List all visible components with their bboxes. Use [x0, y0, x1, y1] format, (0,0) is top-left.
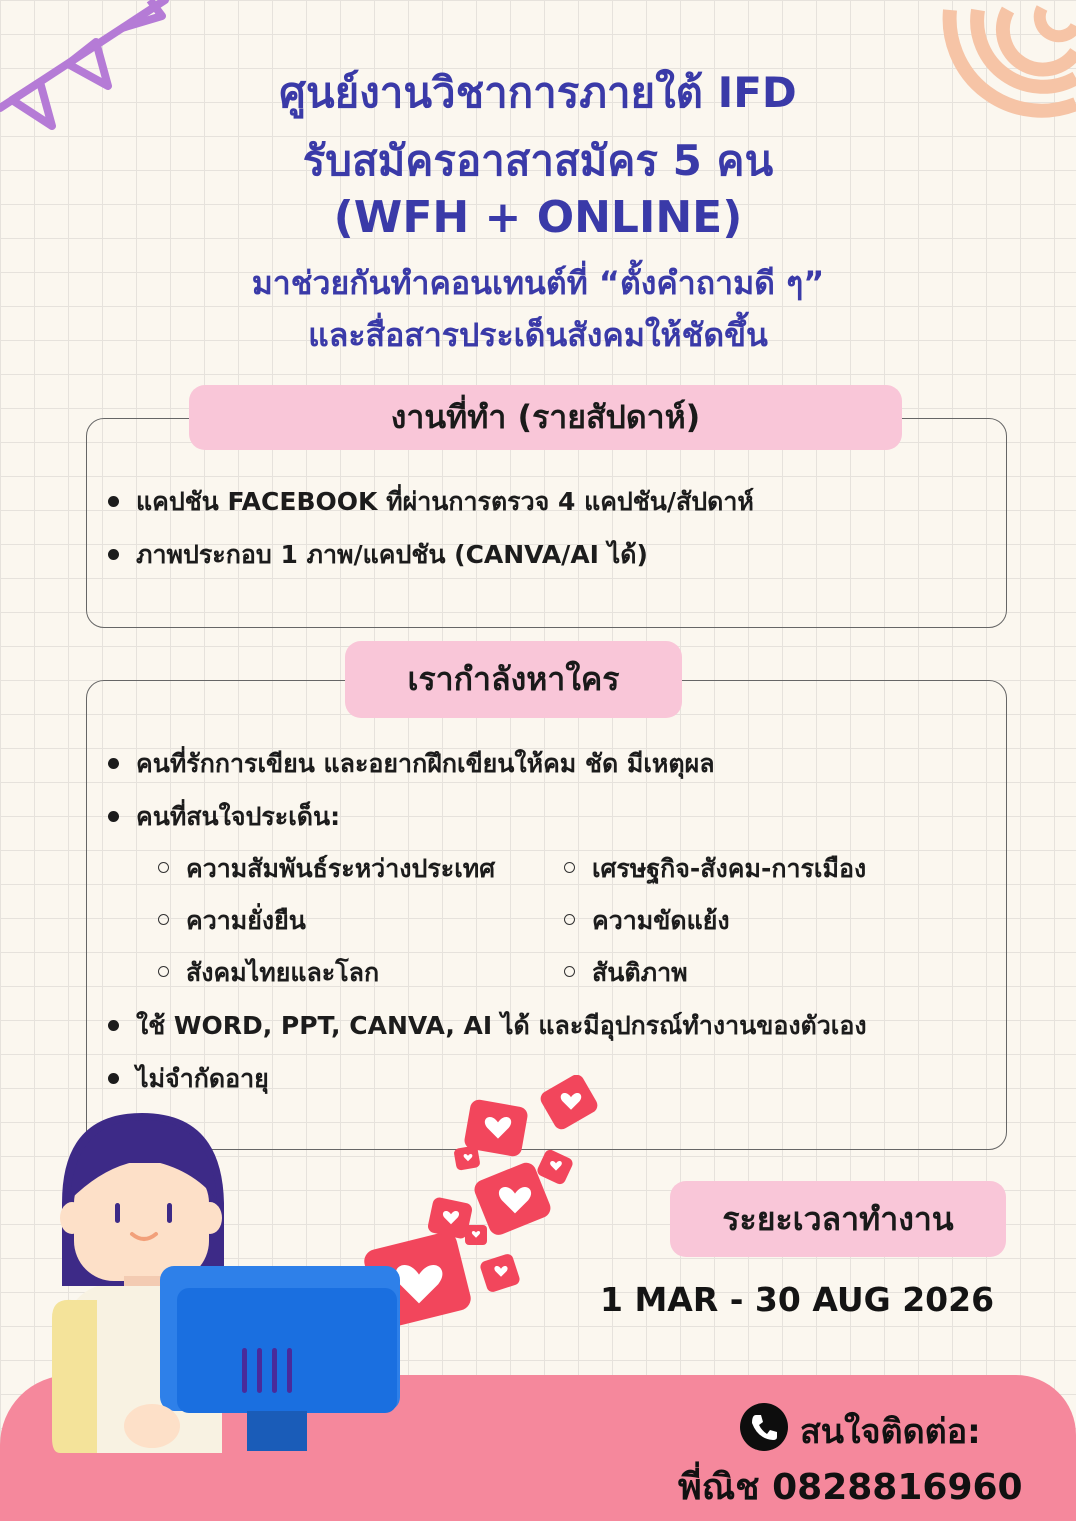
circle-bullet-icon: [158, 914, 169, 925]
bullet-icon: [108, 811, 119, 822]
title-organization: ศูนย์งานวิชาการภายใต้ IFD: [279, 68, 797, 117]
heart-icon: [535, 1148, 574, 1186]
phone-icon: [740, 1403, 788, 1451]
circle-bullet-icon: [158, 966, 169, 977]
circle-bullet-icon: [564, 914, 575, 925]
topic-item: เศรษฐกิจ-สังคม-การเมือง: [564, 849, 866, 889]
person-illustration: [52, 1108, 412, 1458]
period-dates: 1 MAR - 30 AUG 2026: [600, 1280, 995, 1319]
contact-label: สนใจติดต่อ:: [800, 1412, 981, 1452]
bullet-icon: [108, 549, 119, 560]
seeking-item: ไม่จำกัดอายุ: [108, 1059, 269, 1099]
title-recruiting: รับสมัครอาสาสมัคร 5 คน: [302, 136, 774, 185]
work-item: ภาพประกอบ 1 ภาพ/แคปชัน (CANVA/AI ได้): [108, 535, 648, 575]
title-mode: (WFH + ONLINE): [333, 192, 743, 243]
bullet-icon: [108, 758, 119, 769]
circle-bullet-icon: [564, 862, 575, 873]
topic-item: ความยั่งยืน: [158, 901, 306, 941]
circle-bullet-icon: [158, 862, 169, 873]
seeking-item: ใช้ WORD, PPT, CANVA, AI ได้ และมีอุปกรณ์ทำงานของตัวเอง: [108, 1006, 867, 1046]
work-item: แคปชัน FACEBOOK ที่ผ่านการตรวจ 4 แคปชัน/สัปดาห์: [108, 482, 754, 522]
bullet-icon: [108, 1020, 119, 1031]
topic-item: สังคมไทยและโลก: [158, 953, 379, 993]
contact-person-phone: พี่ณิช 0828816960: [678, 1467, 1023, 1508]
seeking-item: คนที่สนใจประเด็น:: [108, 797, 340, 837]
work-heading: งานที่ทำ (รายสัปดาห์): [189, 385, 902, 450]
seeking-heading: เรากำลังหาใคร: [345, 641, 682, 718]
bullet-icon: [108, 496, 119, 507]
period-heading: ระยะเวลาทำงาน: [670, 1181, 1006, 1257]
topic-item: สันติภาพ: [564, 953, 688, 993]
subtitle-1: มาช่วยกันทำคอนเทนต์ที่ “ตั้งคำถามดี ๆ”: [251, 264, 825, 302]
topic-item: ความสัมพันธ์ระหว่างประเทศ: [158, 849, 495, 889]
bullet-icon: [108, 1073, 119, 1084]
heart-icon: [465, 1225, 487, 1245]
heart-icon: [538, 1075, 601, 1132]
heart-icon: [453, 1145, 480, 1171]
seeking-item: คนที่รักการเขียน และอยากฝึกเขียนให้คม ชัด มีเหตุผล: [108, 744, 715, 784]
circle-bullet-icon: [564, 966, 575, 977]
subtitle-2: และสื่อสารประเด็นสังคมให้ชัดขึ้น: [308, 316, 768, 354]
topic-item: ความขัดแย้ง: [564, 901, 730, 941]
heart-icon: [479, 1253, 521, 1294]
